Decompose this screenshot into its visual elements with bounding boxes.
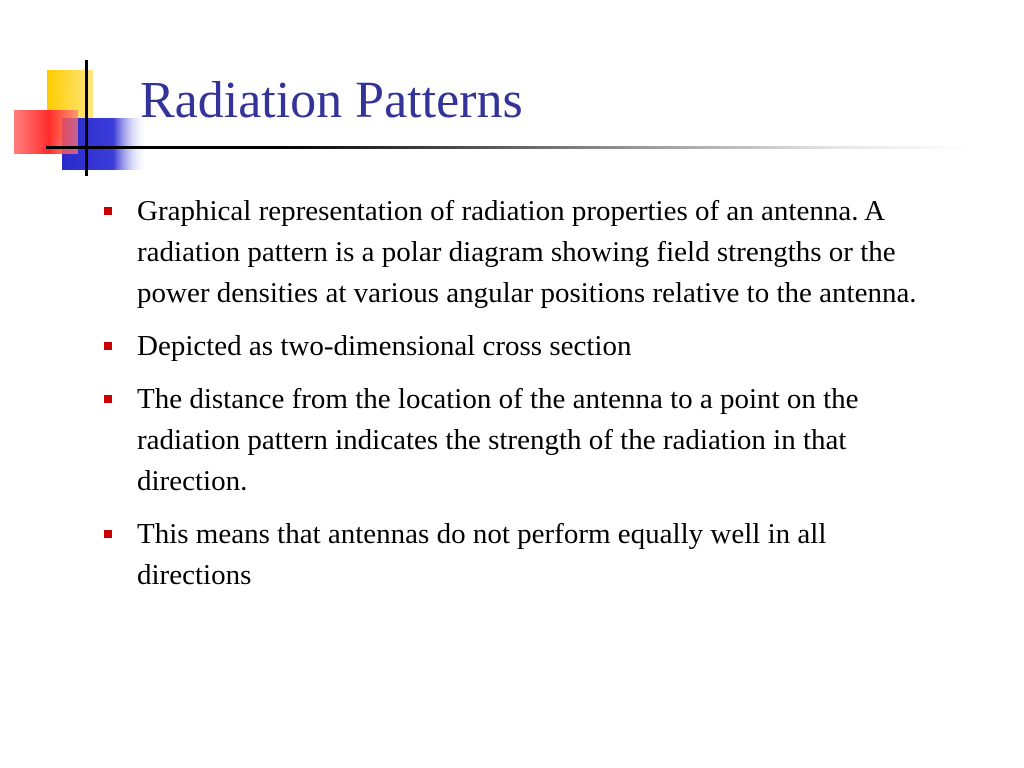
page-title: Radiation Patterns [140,72,523,129]
list-item [104,326,934,367]
bullet-text: The distance from the location of the antenna to a point on the radiation pattern indicates the strength of the radiation in that direction. [137,383,859,497]
title-divider [46,146,976,149]
list-item [104,514,934,596]
bullet-text: Depicted as two-dimensional cross section [137,330,632,362]
bullet-list [104,191,934,608]
square-bullet-icon [104,342,112,350]
list-item [104,379,934,502]
square-bullet-icon [104,207,112,215]
list-item [104,191,934,314]
bullet-text: This means that antennas do not perform equally well in all directions [137,518,827,591]
square-bullet-icon [104,530,112,538]
square-bullet-icon [104,395,112,403]
bullet-text: Graphical representation of radiation properties of an antenna. A radiation pattern is a polar diagram showing field strengths or the power densities at various angular positions relative to the antenna. [137,195,917,309]
